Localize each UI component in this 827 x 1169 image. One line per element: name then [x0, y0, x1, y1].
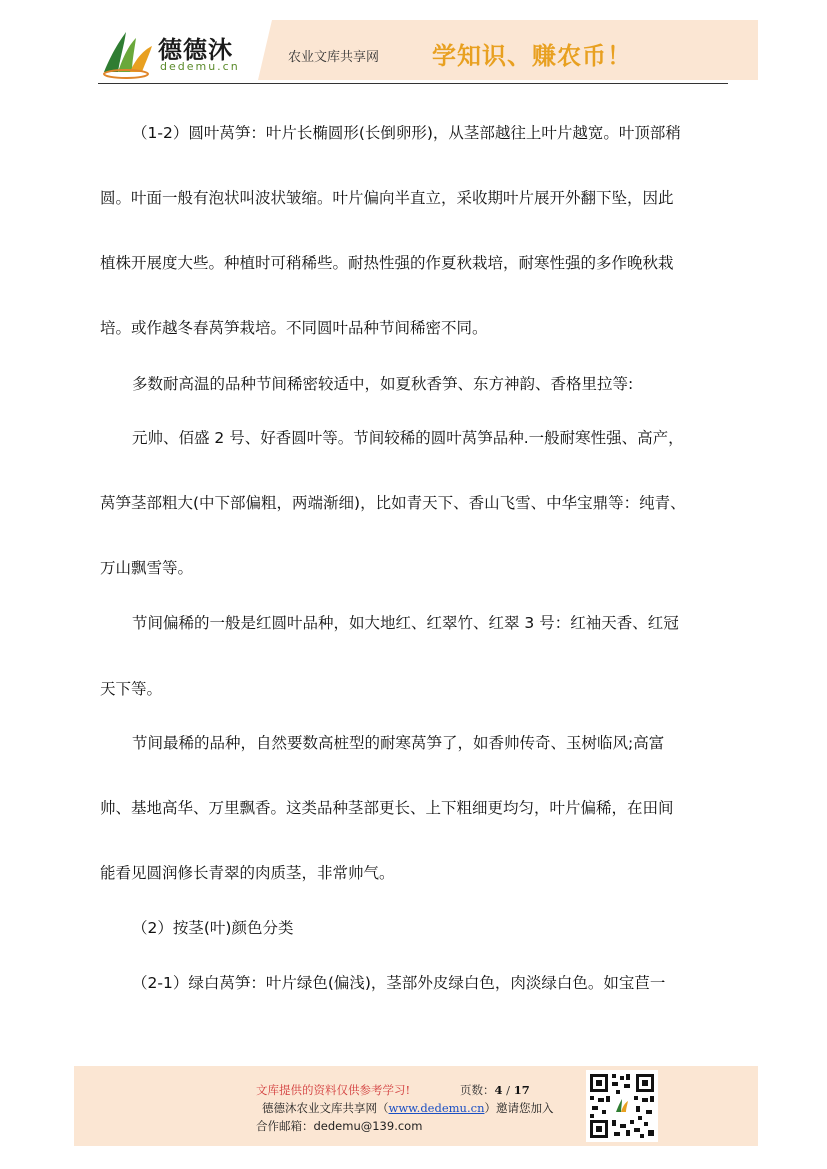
paragraph-line: 多数耐高温的品种节间稀密较适中，如夏秋香笋、东方神韵、香格里拉等:	[132, 375, 634, 393]
invite-suffix: ）邀请您加入	[484, 1101, 554, 1115]
slogan: 学知识、赚农币！	[432, 41, 632, 70]
footer-notice: 文库提供的资料仅供参考学习!	[256, 1083, 411, 1097]
page-counter	[460, 1082, 530, 1098]
paragraph-line: 节间最稀的品种，自然要数高桩型的耐寒莴笋了，如香帅传奇、玉树临风;高富	[132, 734, 665, 752]
paragraph-line: 莴笋茎部粗大(中下部偏粗，两端渐细)，比如青天下、香山飞雪、中华宝鼎等：纯青、	[100, 494, 686, 512]
paragraph-line: 植株开展度大些。种植时可稍稀些。耐热性强的作夏秋栽培，耐寒性强的多作晚秋栽	[100, 254, 674, 272]
section-heading: （2）按茎(叶)颜色分类	[132, 919, 294, 937]
paragraph-line: 天下等。	[100, 680, 163, 698]
footer-invite	[262, 1100, 553, 1116]
page-total: 17	[513, 1083, 530, 1097]
header-divider	[98, 83, 728, 84]
paragraph-line: （2-1）绿白莴笋：叶片绿色(偏浅)，茎部外皮绿白色，肉淡绿白色。如宝苣一	[132, 974, 666, 992]
logo-mark-icon	[100, 28, 156, 80]
page-header	[0, 0, 827, 86]
paragraph-line: （1-2）圆叶莴笋：叶片长椭圆形(长倒卵形)，从茎部越往上叶片越宽。叶顶部稍	[132, 124, 681, 142]
paragraph-line: 圆。叶面一般有泡状叫波状皱缩。叶片偏向半直立，采收期叶片展开外翻下坠，因此	[100, 189, 674, 207]
page-separator: /	[502, 1083, 514, 1097]
qr-code-icon	[586, 1070, 658, 1142]
paragraph-line: 元帅、佰盛 2 号、好香圆叶等。节间较稀的圆叶莴笋品种.一般耐寒性强、高产，	[132, 429, 684, 447]
paragraph-line: 帅、基地高华、万里飘香。这类品种茎部更长、上下粗细更均匀，叶片偏稀，在田间	[100, 799, 674, 817]
site-logo[interactable]	[100, 28, 260, 80]
paragraph-line: 能看见圆润修长青翠的肉质茎，非常帅气。	[100, 864, 395, 882]
paragraph-line: 万山飘雪等。	[100, 559, 194, 577]
logo-name: 德德沐	[158, 35, 233, 64]
site-name: 农业文库共享网	[288, 50, 380, 65]
paragraph-line: 培。或作越冬春莴笋栽培。不同圆叶品种节间稀密不同。	[100, 319, 488, 337]
site-link[interactable]: www.dedemu.cn	[388, 1101, 485, 1115]
logo-domain: dedemu.cn	[160, 60, 240, 73]
footer-email: 合作邮箱：dedemu@139.com	[256, 1119, 423, 1133]
page-current: 4	[494, 1083, 503, 1097]
invite-prefix: 德德沐农业文库共享网（	[262, 1101, 389, 1115]
paragraph-line: 节间偏稀的一般是红圆叶品种，如大地红、红翠竹、红翠 3 号：红袖天香、红冠	[132, 614, 679, 632]
page-footer	[74, 1066, 758, 1146]
page-label: 页数：	[460, 1083, 495, 1097]
